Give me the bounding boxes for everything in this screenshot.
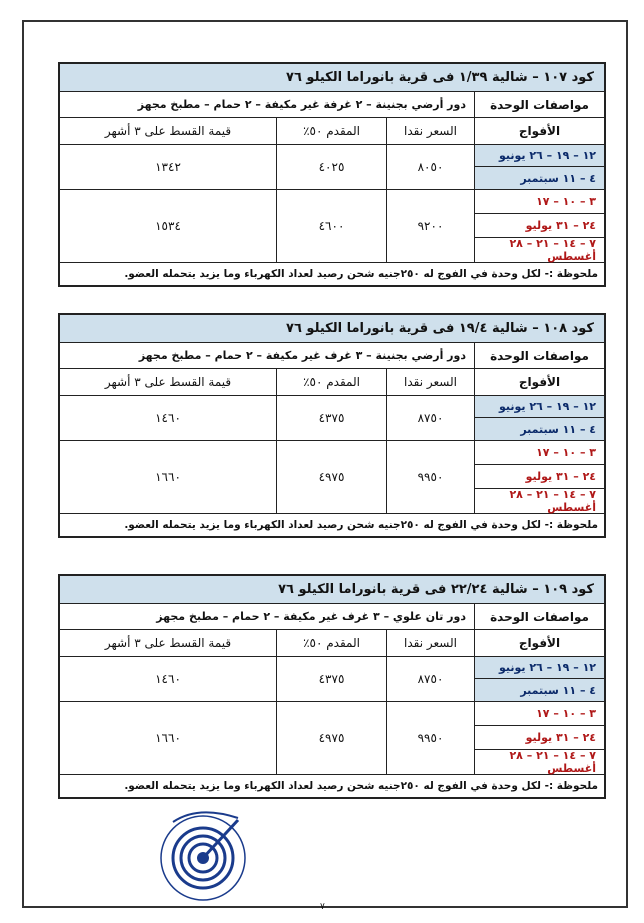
unit-table <box>58 574 606 799</box>
season-dates: ٣ – ١٠ – ١٧ <box>475 702 604 726</box>
unit-title: كود ١٠٧ – شالية ١/٣٩ فى قرية بانوراما الكيلو ٧٦ <box>60 64 604 92</box>
unit-title: كود ١٠٩ – شالية ٢٢/٢٤ فى قرية بانوراما الكيلو ٧٦ <box>60 576 604 604</box>
spec-label: مواصفات الوحدة <box>474 604 604 629</box>
down-payment: ٤٦٠٠ <box>276 190 386 262</box>
installment: ١٦٦٠ <box>155 731 181 745</box>
spec-text: دور أرضي بجنينة – ٢ غرفة غير مكيفة – ٢ حمام – مطبخ مجهز <box>137 98 466 111</box>
season-group <box>60 145 604 190</box>
price-header: السعر نقدا <box>386 630 474 656</box>
season-dates: ٣ – ١٠ – ١٧ <box>475 441 604 465</box>
installment: ١٥٣٤ <box>155 219 181 233</box>
spec-label: مواصفات الوحدة <box>474 343 604 368</box>
unit-table <box>58 313 606 538</box>
price-cash: ٩٩٥٠ <box>386 702 474 774</box>
syndicate-logo <box>143 800 263 905</box>
season-dates: ١٢ – ١٩ – ٢٦ يونيو <box>475 396 604 418</box>
down-payment: ٤٠٢٥ <box>276 145 386 189</box>
season-dates: ٧ – ١٤ – ٢١ – ٢٨ أغسطس <box>509 488 596 514</box>
price-cash: ٩٩٥٠ <box>386 441 474 513</box>
unit-title: كود ١٠٨ – شالية ١٩/٤ فى قرية بانوراما الكيلو ٧٦ <box>60 315 604 343</box>
installment: ١٦٦٠ <box>155 470 181 484</box>
note: ملحوظة :- لكل وحدة في الفوج له ٢٥٠جنيه شحن رصيد لعداد الكهرباء وما يزيد يتحمله العضو. <box>124 780 598 792</box>
down-payment: ٤٩٧٥ <box>276 702 386 774</box>
spec-text: دور أرضي بجنينة – ٣ غرف غير مكيفة – ٢ حمام – مطبخ مجهز <box>138 349 466 362</box>
down-payment: ٤٣٧٥ <box>276 396 386 440</box>
price-cash: ٨٠٥٠ <box>386 145 474 189</box>
down-payment-header: المقدم ٥٠٪ <box>276 630 386 656</box>
installment-header: قيمة القسط على ٣ أشهر <box>104 636 232 650</box>
season-dates: ٣ – ١٠ – ١٧ <box>475 190 604 214</box>
seasons-label: الأفواج <box>474 118 604 144</box>
down-payment-header: المقدم ٥٠٪ <box>276 369 386 395</box>
season-dates: ٤ – ١١ سبتمبر <box>475 679 604 701</box>
installment: ١٣٤٢ <box>155 160 181 174</box>
season-dates: ٢٤ – ٣١ يوليو <box>475 465 604 489</box>
down-payment: ٤٩٧٥ <box>276 441 386 513</box>
note: ملحوظة :- لكل وحدة في الفوج له ٢٥٠جنيه شحن رصيد لعداد الكهرباء وما يزيد يتحمله العضو. <box>124 268 598 280</box>
down-payment-header: المقدم ٥٠٪ <box>276 118 386 144</box>
price-cash: ٨٧٥٠ <box>386 396 474 440</box>
season-dates: ٤ – ١١ سبتمبر <box>475 167 604 189</box>
spec-text: دور تان علوي – ٣ غرف غير مكيفة – ٢ حمام – مطبخ مجهز <box>156 610 466 623</box>
spec-label: مواصفات الوحدة <box>474 92 604 117</box>
installment: ١٤٦٠ <box>155 411 181 425</box>
installment: ١٤٦٠ <box>155 672 181 686</box>
season-dates: ٧ – ١٤ – ٢١ – ٢٨ أغسطس <box>509 237 596 263</box>
page-number: ٧ <box>320 902 325 912</box>
season-dates: ٢٤ – ٣١ يوليو <box>475 726 604 750</box>
season-dates: ١٢ – ١٩ – ٢٦ يونيو <box>475 145 604 167</box>
note: ملحوظة :- لكل وحدة في الفوج له ٢٥٠جنيه شحن رصيد لعداد الكهرباء وما يزيد يتحمله العضو. <box>124 519 598 531</box>
price-cash: ٨٧٥٠ <box>386 657 474 701</box>
seasons-label: الأفواج <box>474 630 604 656</box>
season-group <box>60 396 604 441</box>
installment-header: قيمة القسط على ٣ أشهر <box>104 375 232 389</box>
season-dates: ٢٤ – ٣١ يوليو <box>475 214 604 238</box>
season-dates: ١٢ – ١٩ – ٢٦ يونيو <box>475 657 604 679</box>
price-header: السعر نقدا <box>386 369 474 395</box>
season-dates: ٧ – ١٤ – ٢١ – ٢٨ أغسطس <box>509 749 596 775</box>
season-group <box>60 190 604 263</box>
installment-header: قيمة القسط على ٣ أشهر <box>104 124 232 138</box>
season-group <box>60 702 604 775</box>
unit-table <box>58 62 606 287</box>
season-group <box>60 657 604 702</box>
seasons-label: الأفواج <box>474 369 604 395</box>
down-payment: ٤٣٧٥ <box>276 657 386 701</box>
price-cash: ٩٢٠٠ <box>386 190 474 262</box>
season-group <box>60 441 604 514</box>
season-dates: ٤ – ١١ سبتمبر <box>475 418 604 440</box>
price-header: السعر نقدا <box>386 118 474 144</box>
